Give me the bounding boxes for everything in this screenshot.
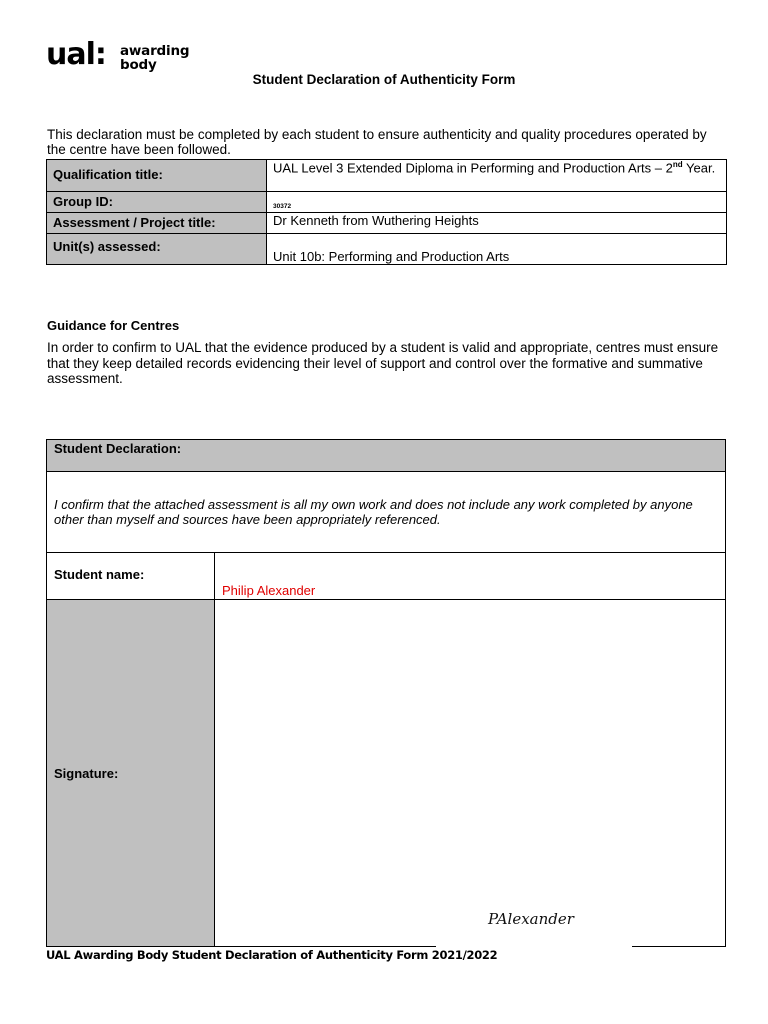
units-assessed-label: Unit(s) assessed:: [47, 234, 267, 265]
logo-line-body: body: [120, 57, 157, 73]
signature-text: PAlexander: [488, 910, 574, 928]
qualification-value-sup: nd: [672, 160, 683, 169]
student-name-label: Student name:: [47, 553, 215, 600]
guidance-paragraph: In order to confirm to UAL that the evidence produced by a student is valid and appropriate, centres must ensure that they keep detailed records evidencing their level of support and control over the formative and summative assessment.: [47, 340, 719, 386]
logo-line-awarding: awarding: [120, 43, 190, 59]
assessment-title-value: Dr Kenneth from Wuthering Heights: [267, 213, 727, 234]
group-id-number: 30372: [273, 203, 292, 210]
unit-value-text: Unit 10b: Performing and Production Arts: [273, 249, 510, 264]
units-assessed-value: [267, 234, 727, 265]
qualification-title-label: Qualification title:: [47, 160, 267, 192]
declaration-heading-cell: [47, 440, 726, 472]
form-title: Student Declaration of Authenticity Form: [252, 72, 516, 87]
qualification-info-table: [46, 159, 727, 265]
guidance-heading: Guidance for Centres: [47, 318, 180, 333]
table-row: [47, 472, 726, 553]
qualification-value-main: UAL Level 3 Extended Diploma in Performing and Production Arts – 2: [273, 160, 673, 176]
assessment-title-label: Assessment / Project title:: [47, 213, 267, 234]
page-footer: UAL Awarding Body Student Declaration of Authenticity Form 2021/2022: [46, 948, 498, 962]
handwritten-signature: [486, 906, 586, 934]
table-row: [47, 234, 727, 265]
declaration-statement: I confirm that the attached assessment is all my own work and does not include any work completed by anyone other than myself and sources have been appropriately referenced.: [47, 472, 726, 553]
group-id-label: Group ID:: [47, 192, 267, 213]
student-name-value-cell: [215, 553, 726, 600]
table-row: [47, 213, 727, 234]
table-row: [47, 553, 726, 600]
intro-paragraph: This declaration must be completed by each student to ensure authenticity and quality procedures operated by the centre have been followed.: [47, 127, 707, 157]
student-name-value: Philip Alexander: [222, 583, 316, 598]
declaration-heading: Student Declaration:: [54, 441, 182, 456]
qualification-value-tail: Year.: [682, 160, 716, 176]
signature-label: Signature:: [47, 600, 215, 947]
table-row: [47, 192, 727, 213]
qualification-title-value: [267, 160, 727, 192]
table-row: [47, 440, 726, 472]
student-declaration-table: [46, 439, 726, 947]
table-row: [47, 600, 726, 947]
logo-mark: ual:: [46, 37, 106, 72]
table-row: [47, 160, 727, 192]
group-id-value: [267, 192, 727, 213]
signature-field: [215, 600, 726, 947]
